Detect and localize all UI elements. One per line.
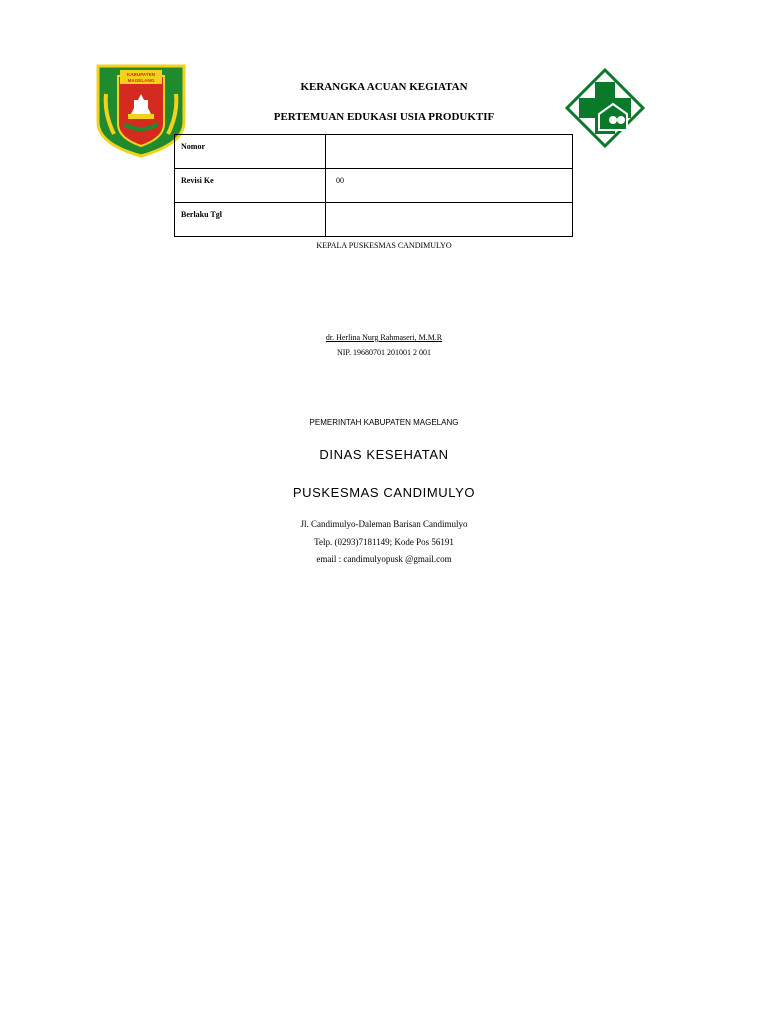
document-subtitle: PERTEMUAN EDUKASI USIA PRODUKTIF bbox=[273, 111, 495, 123]
row-value-revisi: 00 bbox=[326, 169, 573, 203]
signatory-title: KEPALA PUSKESMAS CANDIMULYO bbox=[316, 241, 452, 250]
puskesmas-cross-icon bbox=[565, 68, 645, 148]
row-label-nomor: Nomor bbox=[175, 135, 326, 169]
phone-line: Telp. (0293)7181149; Kode Pos 56191 bbox=[314, 537, 454, 547]
document-title: KERANGKA ACUAN KEGIATAN bbox=[300, 81, 468, 93]
row-value-berlaku bbox=[326, 203, 573, 237]
emblem-text-line1: KABUPATEN bbox=[126, 72, 156, 77]
signatory-nip: NIP. 19680701 201001 2 001 bbox=[336, 348, 431, 357]
emblem-text-line2: MAGELANG bbox=[127, 78, 155, 83]
table-row bbox=[175, 203, 573, 237]
table-row bbox=[175, 135, 573, 169]
signatory-name: dr. Herlina Nurg Rahmaseri, M.M.R bbox=[325, 333, 443, 342]
address-line: Jl. Candimulyo-Daleman Barisan Candimulyo bbox=[300, 519, 468, 529]
email-line: email : candimulyopusk @gmail.com bbox=[316, 554, 452, 564]
government-name: PEMERINTAH KABUPATEN MAGELANG bbox=[309, 418, 459, 427]
document-control-table bbox=[174, 134, 573, 237]
row-label-berlaku: Berlaku Tgl bbox=[175, 203, 326, 237]
agency-name: DINAS KESEHATAN bbox=[319, 447, 449, 462]
unit-name: PUSKESMAS CANDIMULYO bbox=[292, 485, 476, 500]
table-row bbox=[175, 169, 573, 203]
row-value-nomor bbox=[326, 135, 573, 169]
row-label-revisi: Revisi Ke bbox=[175, 169, 326, 203]
